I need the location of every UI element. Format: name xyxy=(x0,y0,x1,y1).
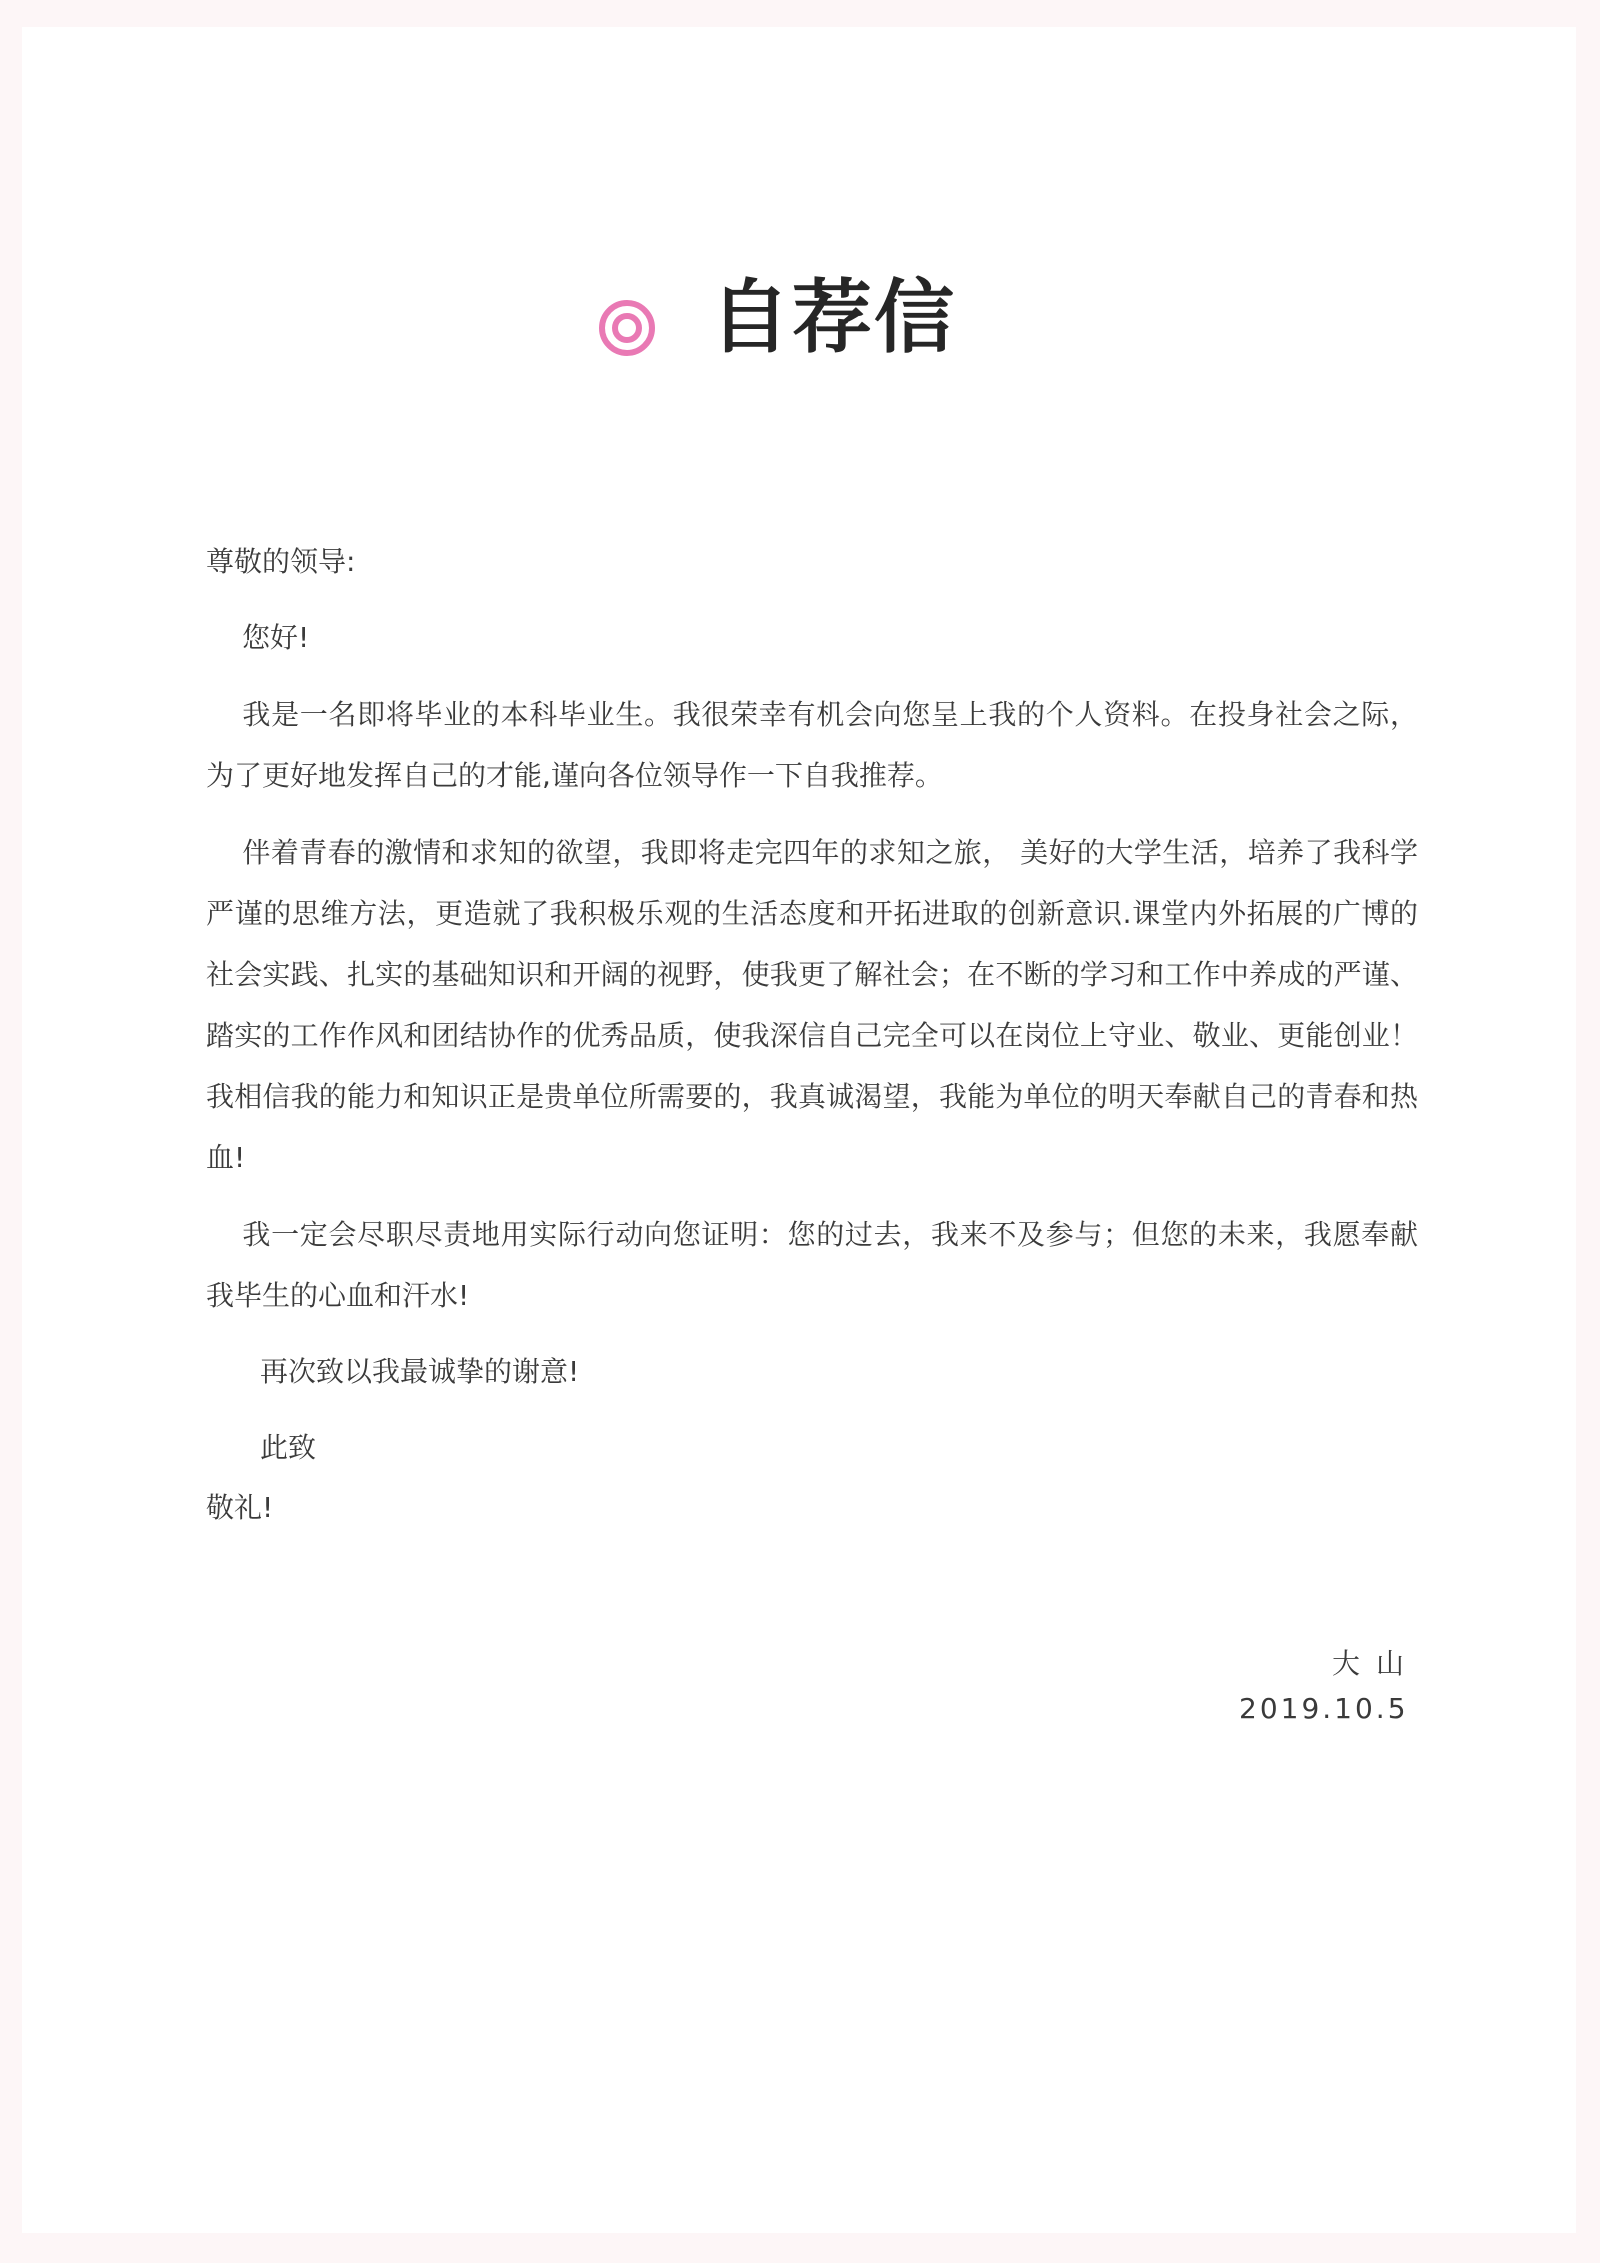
paragraph-3: 我一定会尽职尽责地用实际行动向您证明：您的过去，我来不及参与；但您的未来，我愿奉献我毕生的心血和汗水! xyxy=(206,1218,1418,1312)
title-row xyxy=(22,262,1576,372)
paragraph-1: 我是一名即将毕业的本科毕业生。我很荣幸有机会向您呈上我的个人资料。在投身社会之际，为了更好地发挥自己的才能,谨向各位领导作一下自我推荐。 xyxy=(206,698,1418,792)
signature-date: 2019.10.5 xyxy=(1239,1692,1409,1725)
signature-name: 大山 xyxy=(1332,1647,1421,1680)
letter-title: 自荐信 xyxy=(710,271,956,364)
closing-line-2: 敬礼! xyxy=(206,1491,274,1524)
paragraph-2: 伴着青春的激情和求知的欲望，我即将走完四年的求知之旅， 美好的大学生活，培养了我科学严谨的思维方法，更造就了我积极乐观的生活态度和开拓进取的创新意识.课堂内外拓展的广博的社会实践、扎实的基础知识和开阔的视野，使我更了解社会；在不断的学习和工作中养成的严谨、踏实的工作作风和团结协作的优秀品质，使我深信自己完全可以在岗位上守业、敬业、更能创业！我相信我的能力和知识正是贵单位所需要的，我真诚渴望，我能为单位的明天奉献自己的青春和热血! xyxy=(206,836,1418,1174)
closing-line-1: 此致 xyxy=(260,1431,317,1464)
letter-body xyxy=(206,532,1418,1538)
greeting: 您好! xyxy=(242,621,310,654)
letter-page xyxy=(22,27,1576,2233)
target-circle-icon xyxy=(597,298,657,358)
salutation: 尊敬的领导: xyxy=(206,545,356,578)
thanks-line: 再次致以我最诚挚的谢意! xyxy=(260,1355,580,1388)
